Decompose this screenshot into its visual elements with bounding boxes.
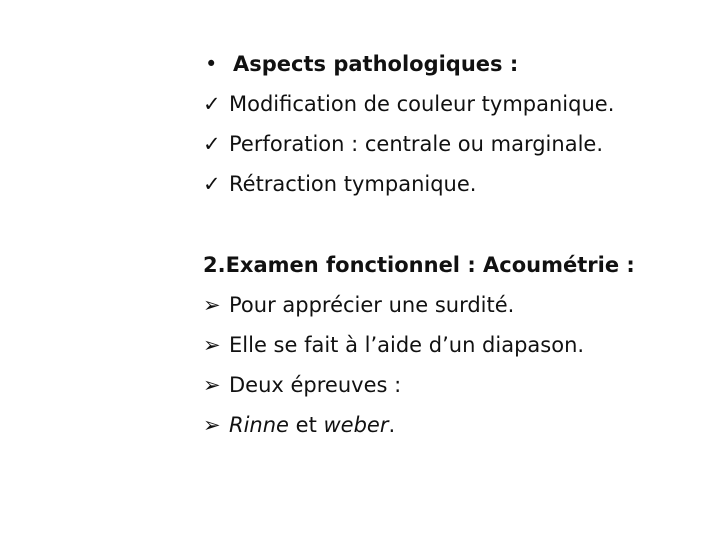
list-item: [203, 405, 635, 445]
list-item: [203, 325, 635, 365]
list-item: [203, 84, 614, 124]
arrowhead-icon: ➢: [203, 333, 221, 357]
section-aspects-pathologiques: [203, 44, 614, 204]
list-item-text: Modification de couleur tympanique.: [229, 92, 615, 116]
section-1-heading-text: Aspects pathologiques :: [233, 52, 519, 76]
rinne-text: Rinne: [229, 413, 289, 437]
section-1-heading: [203, 44, 614, 84]
list-item-text: Elle se fait à l’aide d’un diapason.: [229, 333, 585, 357]
arrowhead-icon: ➢: [203, 413, 221, 437]
list-item-text: Pour apprécier une surdité.: [229, 293, 515, 317]
bullet-dot-icon: •: [205, 52, 218, 76]
list-item-text: Perforation : centrale ou marginale.: [229, 132, 604, 156]
list-item-text: Rétraction tympanique.: [229, 172, 477, 196]
list-item: [203, 285, 635, 325]
list-item: [203, 365, 635, 405]
section-2-heading: 2.Examen fonctionnel : Acoumétrie :: [203, 253, 635, 277]
section-examen-fonctionnel: [203, 245, 635, 445]
weber-text: weber: [323, 413, 389, 437]
list-item: [203, 124, 614, 164]
arrowhead-icon: ➢: [203, 293, 221, 317]
checkmark-icon: ✓: [203, 172, 221, 196]
period-text: .: [388, 413, 396, 437]
connector-text: et: [288, 413, 324, 437]
arrowhead-icon: ➢: [203, 373, 221, 397]
checkmark-icon: ✓: [203, 132, 221, 156]
list-item: [203, 164, 614, 204]
checkmark-icon: ✓: [203, 92, 221, 116]
list-item-text: Deux épreuves :: [229, 373, 402, 397]
